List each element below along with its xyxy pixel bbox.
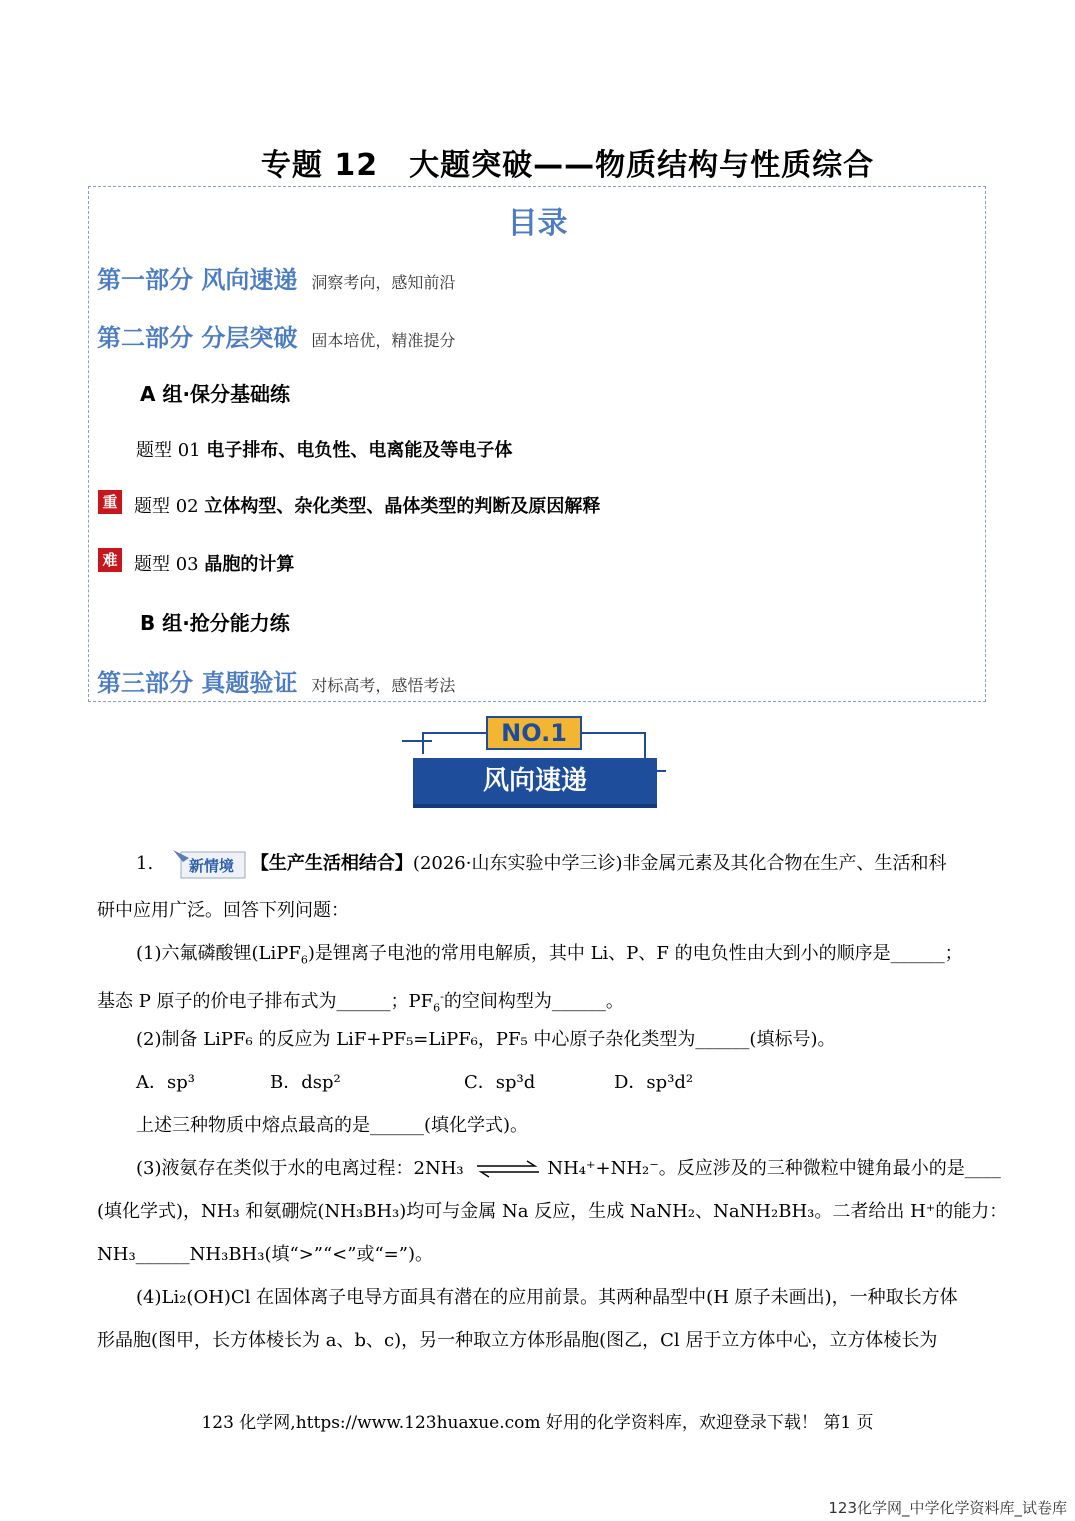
important-tag-icon: 重 <box>98 490 122 514</box>
banner-number: NO.1 <box>486 716 582 750</box>
toc-item-03[interactable] <box>134 550 294 576</box>
option-d: D．sp³d² <box>614 1072 694 1093</box>
item-03-title: 晶胞的计算 <box>204 554 295 575</box>
part-2-subtitle: 固本培优，精准提分 <box>311 331 456 350</box>
q1-text-c: 基态 P 原子的价电子排布式为______；PF <box>97 991 434 1012</box>
option-a: A．sp³ <box>136 1072 195 1093</box>
sub-question-2-b: 上述三种物质中熔点最高的是______(填化学式)。 <box>136 1115 529 1136</box>
part-2-title: 第二部分 分层突破 <box>97 324 298 352</box>
sub-question-3-line1 <box>136 1158 1026 1180</box>
sub-question-3-line2: (填化学式)，NH₃ 和氨硼烷(NH₃BH₃)均可与金属 Na 反应，生成 NaNH₂、NaNH₂BH₃。二者给出 H⁺的能力： <box>97 1201 1008 1222</box>
part-1-subtitle: 洞察考向，感知前沿 <box>311 273 456 292</box>
new-context-badge-icon <box>171 848 247 880</box>
option-c: C．sp³d <box>464 1072 536 1093</box>
toc-group-b[interactable]: B 组·抢分能力练 <box>140 611 290 635</box>
sub-question-1-line2: 基态 P 原子的价电子排布式为______；$PF_6^-$的空间构型为______。 <box>97 990 624 1015</box>
option-b: B．dsp² <box>270 1072 341 1093</box>
question-category: 【生产生活相结合】 <box>250 853 413 874</box>
q1-text-a: (1)六氟磷酸锂(LiPF <box>136 943 301 964</box>
badge-label: 新情境 <box>188 857 234 875</box>
section-banner <box>400 712 670 812</box>
q1-text-b: )是锂离子电池的常用电解质，其中 Li、P、F 的电负性由大到小的顺序是______； <box>307 943 963 964</box>
toc-part-2[interactable] <box>97 318 455 353</box>
item-01-prefix: 题型 01 <box>136 440 207 461</box>
page-title: 专题 12 大题突破——物质结构与性质综合 <box>260 148 875 183</box>
part-3-title: 第三部分 真题验证 <box>97 669 298 697</box>
sub-question-4-line2: 形晶胞(图甲，长方体棱长为 a、b、c)，另一种取立方体形晶胞(图乙，Cl 居于立方体中心，立方体棱长为 <box>97 1330 938 1351</box>
part-1-title: 第一部分 风向速递 <box>97 266 298 294</box>
toc-heading: 目录 <box>507 206 568 241</box>
banner-title: 风向速递 <box>413 758 657 808</box>
item-02-title: 立体构型、杂化类型、晶体类型的判断及原因解释 <box>204 496 601 517</box>
toc-part-1[interactable] <box>97 260 455 295</box>
question-intro-line2: 研中应用广泛。回答下列问题： <box>97 900 349 921</box>
q1-text-d: 的空间构型为______。 <box>443 991 624 1012</box>
sub-question-2: (2)制备 LiPF₆ 的反应为 LiF+PF₅=LiPF₆，PF₅ 中心原子杂化类型为______(填标号)。 <box>136 1029 836 1050</box>
sub-question-3-line3: NH₃______NH₃BH₃(填“>”“<”或“=”)。 <box>97 1244 433 1265</box>
item-02-prefix: 题型 02 <box>134 496 205 517</box>
sub-question-1-line1: (1)六氟磷酸锂(LiPF$_6$)是锂离子电池的常用电解质，其中 Li、P、F 的电负性由大到小的顺序是______； <box>136 943 963 967</box>
toc-item-01[interactable] <box>136 436 512 462</box>
q3-text-a: (3)液氨存在类似于水的电离过程：2NH₃ <box>136 1158 464 1179</box>
toc-group-a[interactable]: A 组·保分基础练 <box>140 382 291 406</box>
corner-watermark: 123化学网_中学化学资料库_试卷库 <box>828 1499 1067 1517</box>
part-3-subtitle: 对标高考，感悟考法 <box>311 676 456 695</box>
q3-text-b: NH₄⁺+NH₂⁻。反应涉及的三种微粒中键角最小的是____ <box>547 1158 1001 1179</box>
item-01-title: 电子排布、电负性、电离能及等电子体 <box>206 440 513 461</box>
question-number: 1. <box>136 853 154 874</box>
question-1-header <box>136 848 1026 880</box>
toc-item-02[interactable] <box>134 492 600 518</box>
item-03-prefix: 题型 03 <box>134 554 205 575</box>
page-footer: 123 化学网,https://www.123huaxue.com 好用的化学资料库，欢迎登录下载！ 第1 页 <box>201 1413 874 1433</box>
difficult-tag-icon: 难 <box>98 548 122 572</box>
toc-part-3[interactable] <box>97 663 455 698</box>
equilibrium-arrow-icon <box>475 1160 541 1178</box>
sub-question-4-line1: (4)Li₂(OH)Cl 在固体离子电导方面具有潜在的应用前景。其两种晶型中(H 原子未画出)，一种取长方体 <box>136 1287 958 1308</box>
question-intro-line1: (2026·山东实验中学三诊)非金属元素及其化合物在生产、生活和科 <box>412 853 947 874</box>
